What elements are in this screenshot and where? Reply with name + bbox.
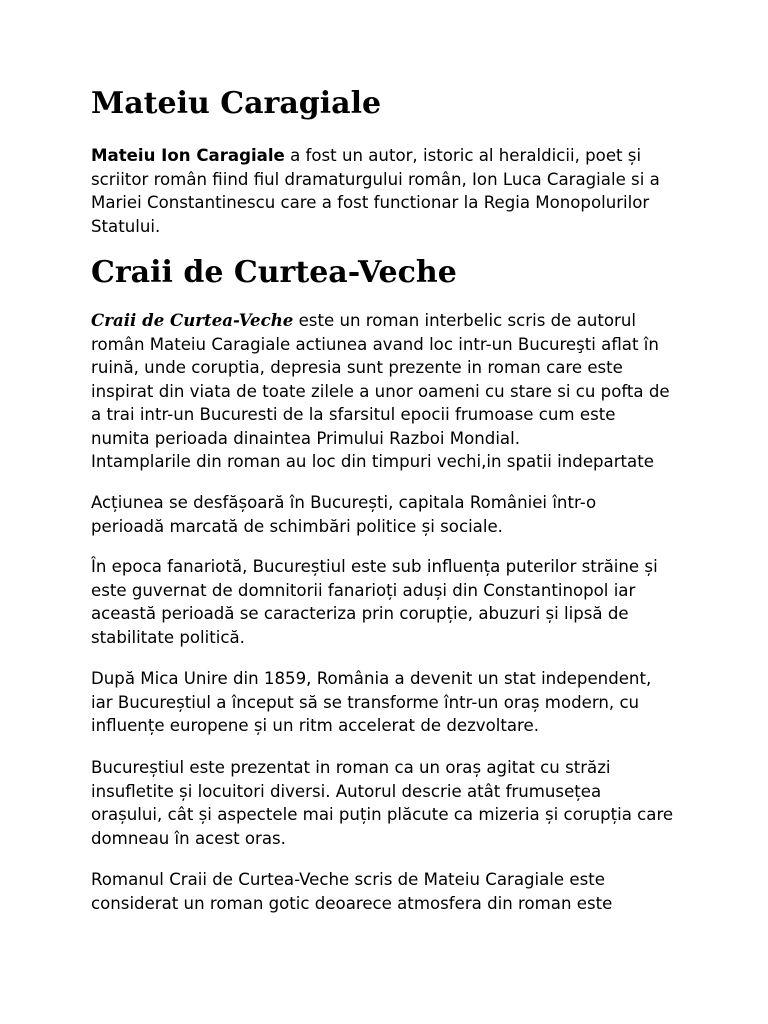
unire-line-1: După Mica Unire din 1859, România a devenit un stat independent,: [91, 669, 652, 688]
craii-line-7: Intamplarile din roman au loc din timpuri vechi,in spatii indepartate: [91, 452, 654, 471]
actiunea-line-2: perioadă marcată de schimbări politice și sociale.: [91, 516, 503, 536]
intro-bold-name: Mateiu Ion Caragiale: [91, 146, 285, 165]
craii-line-6: numita perioada dinaintea Primului Razboi Mondial.: [91, 428, 520, 448]
craii-line-4: inspirat din viata de toate zilele a unor oameni cu stare si cu pofta de: [91, 381, 670, 401]
craii-line-1: [91, 309, 681, 333]
craii-line-5: a trai intr-un Bucuresti de la sfarsitul epocii frumoase cum este: [91, 405, 616, 424]
oras-line-1: Bucureștiul este prezentat in roman ca un oraș agitat cu străzi: [91, 758, 611, 777]
oras-line-3: orașului, cât și aspectele mai puțin plăcute ca mizeria și corupția care: [91, 805, 674, 824]
unire-line-3: influențe europene și un ritm accelerat de dezvoltare.: [91, 716, 539, 735]
intro-line-1-rest: a fost un autor, istoric al heraldicii, poet și: [284, 146, 642, 165]
oras-paragraph: [91, 756, 681, 850]
craii-paragraph: [91, 309, 681, 474]
oras-line-2: insufletite și locuitori diversi. Autorul descrie atât frumusețea: [91, 781, 602, 801]
fanariota-paragraph: [91, 555, 681, 649]
fanariota-line-4: stabilitate politică.: [91, 627, 245, 647]
intro-line-4: Statului.: [91, 216, 161, 236]
gotic-paragraph: [91, 868, 681, 915]
intro-line-1: [91, 144, 681, 168]
actiunea-line-1: Acțiunea se desfășoară în București, capitala României într-o: [91, 493, 597, 512]
craii-line-3: ruină, unde coruptia, depresia sunt prezente in roman care este: [91, 358, 623, 377]
fanariota-line-1: În epoca fanariotă, Bucureștiul este sub influența puterilor străine și: [91, 557, 658, 576]
heading-mateiu-caragiale: Mateiu Caragiale: [91, 86, 382, 121]
craii-title-bold-italic: Craii de Curtea-Veche: [91, 310, 294, 330]
craii-line-1-rest: este un roman interbelic scris de autorul: [293, 311, 636, 330]
intro-paragraph: [91, 144, 681, 238]
unire-paragraph: [91, 667, 681, 738]
heading-craii-de-curtea-veche: Craii de Curtea-Veche: [91, 255, 457, 290]
oras-line-4: domneau în acest oras.: [91, 828, 286, 848]
craii-line-2: român Mateiu Caragiale actiunea avand loc intr-un Bucureşti aflat în: [91, 334, 659, 354]
gotic-line-2: considerat un roman gotic deoarece atmosfera din roman este: [91, 893, 613, 913]
actiunea-paragraph: [91, 491, 681, 538]
fanariota-line-2: este guvernat de domnitorii fanarioți aduși din Constantinopol iar: [91, 580, 636, 600]
fanariota-line-3: această perioadă se caracteriza prin corupție, abuzuri și lipsă de: [91, 604, 629, 623]
intro-line-3: Mariei Constantinescu care a fost functionar la Regia Monopolurilor: [91, 193, 650, 212]
unire-line-2: iar Bucureștiul a început să se transforme într-un oraș modern, cu: [91, 692, 640, 712]
intro-line-2: scriitor român fiind fiul dramaturgului român, Ion Luca Caragiale si a: [91, 169, 660, 189]
gotic-line-1: Romanul Craii de Curtea-Veche scris de Mateiu Caragiale este: [91, 870, 605, 889]
